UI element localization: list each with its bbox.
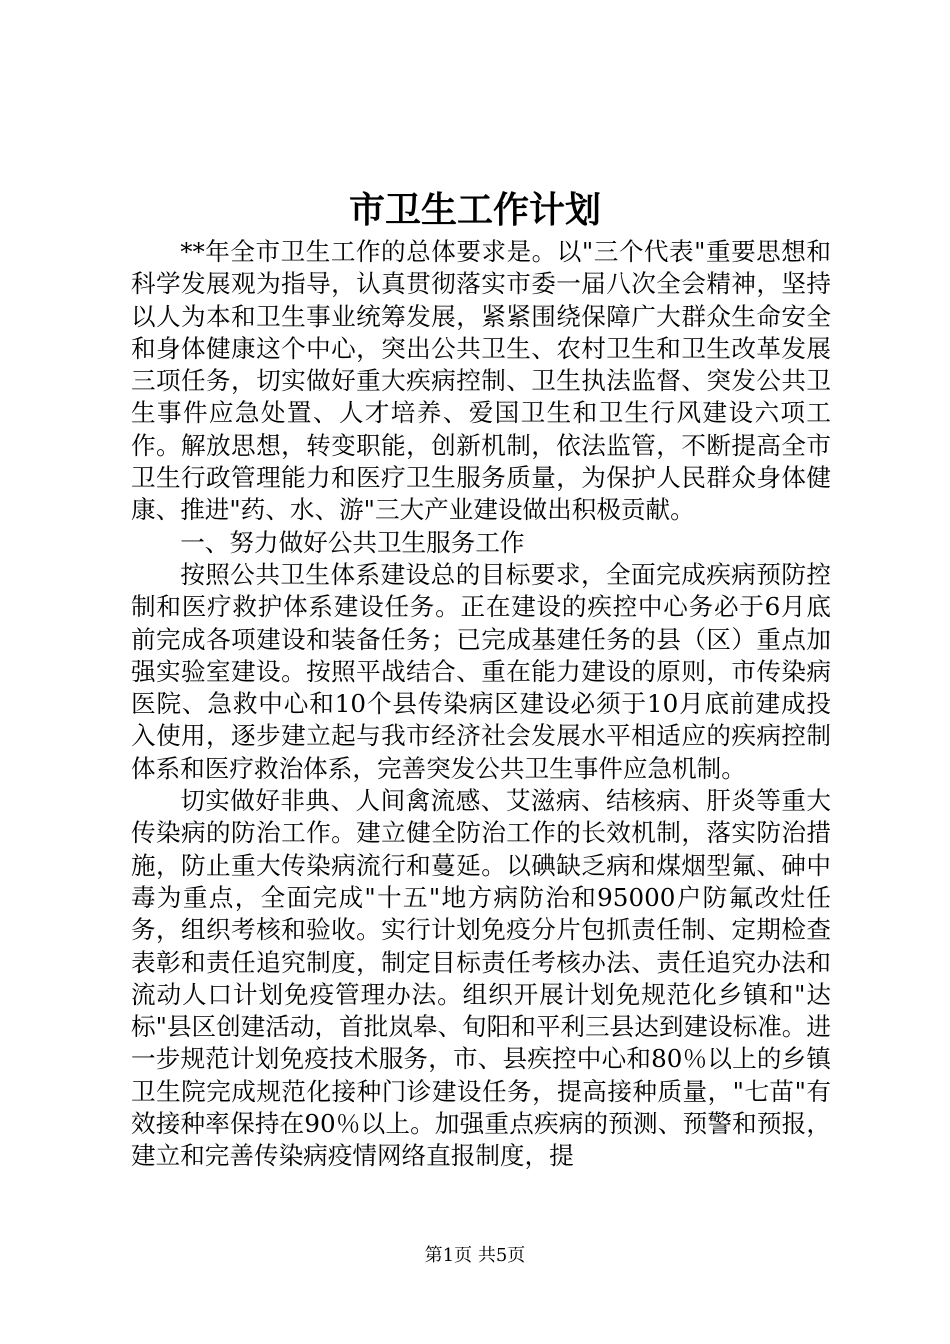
section-heading: 一、努力做好公共卫生服务工作 <box>180 527 525 557</box>
paragraph-disease-control: 切实做好非典、人间禽流感、艾滋病、结核病、肝炎等重大传染病的防治工作。建立健全防治工作的长效机制，落实防治措施，防止重大传染病流行和蔓延。以碘缺乏病和煤烟型氟、砷中毒为重点，全面完成"十五"地方病防治和95000户防氟改灶任务，组织考核和验收。实行计划免疫分片包抓责任制、定期检查表彰和责任追究制度，制定目标责任考核办法、责任追究办法和流动人口计划免疫管理办法。组织开展计划免规范化乡镇和"达标"县区创建活动，首批岚皋、旬阳和平利三县达到建设标准。进一步规范计划免疫技术服务，市、县疾控中心和80％以上的乡镇卫生院完成规范化接种门诊建设任务，提高接种质量，"七苗"有效接种率保持在90％以上。加强重点疾病的预测、预警和预报，建立和完善传染病疫情网络直报制度，提 <box>131 786 831 1171</box>
paragraph-intro: **年全市卫生工作的总体要求是。以"三个代表"重要思想和科学发展观为指导，认真贯彻落实市委一届八次全会精神，坚持以人为本和卫生事业统筹发展，紧紧围绕保障广大群众生命安全和身体健康这个中心，突出公共卫生、农村卫生和卫生改革发展三项任务，切实做好重大疾病控制、卫生执法监督、突发公共卫生事件应急处置、人才培养、爱国卫生和卫生行风建设六项工作。解放思想，转变职能，创新机制，依法监管，不断提高全市卫生行政管理能力和医疗卫生服务质量，为保护人民群众身体健康、推进"药、水、游"三大产业建设做出积极贡献。 <box>131 237 831 525</box>
page-footer: 第1页 共5页 <box>424 1245 526 1266</box>
document-body <box>131 236 831 1173</box>
paragraph-system-building: 按照公共卫生体系建设总的目标要求，全面完成疾病预防控制和医疗救护体系建设任务。正在建设的疾控中心务必于6月底前完成各项建设和装备任务；已完成基建任务的县（区）重点加强实验室建设。按照平战结合、重在能力建设的原则，市传染病医院、急救中心和10个县传染病区建设必须于10月底前建成投入使用，逐步建立起与我市经济社会发展水平相适应的疾病控制体系和医疗救治体系，完善突发公共卫生事件应急机制。 <box>131 559 831 783</box>
page-title: 市卫生工作计划 <box>348 189 601 231</box>
